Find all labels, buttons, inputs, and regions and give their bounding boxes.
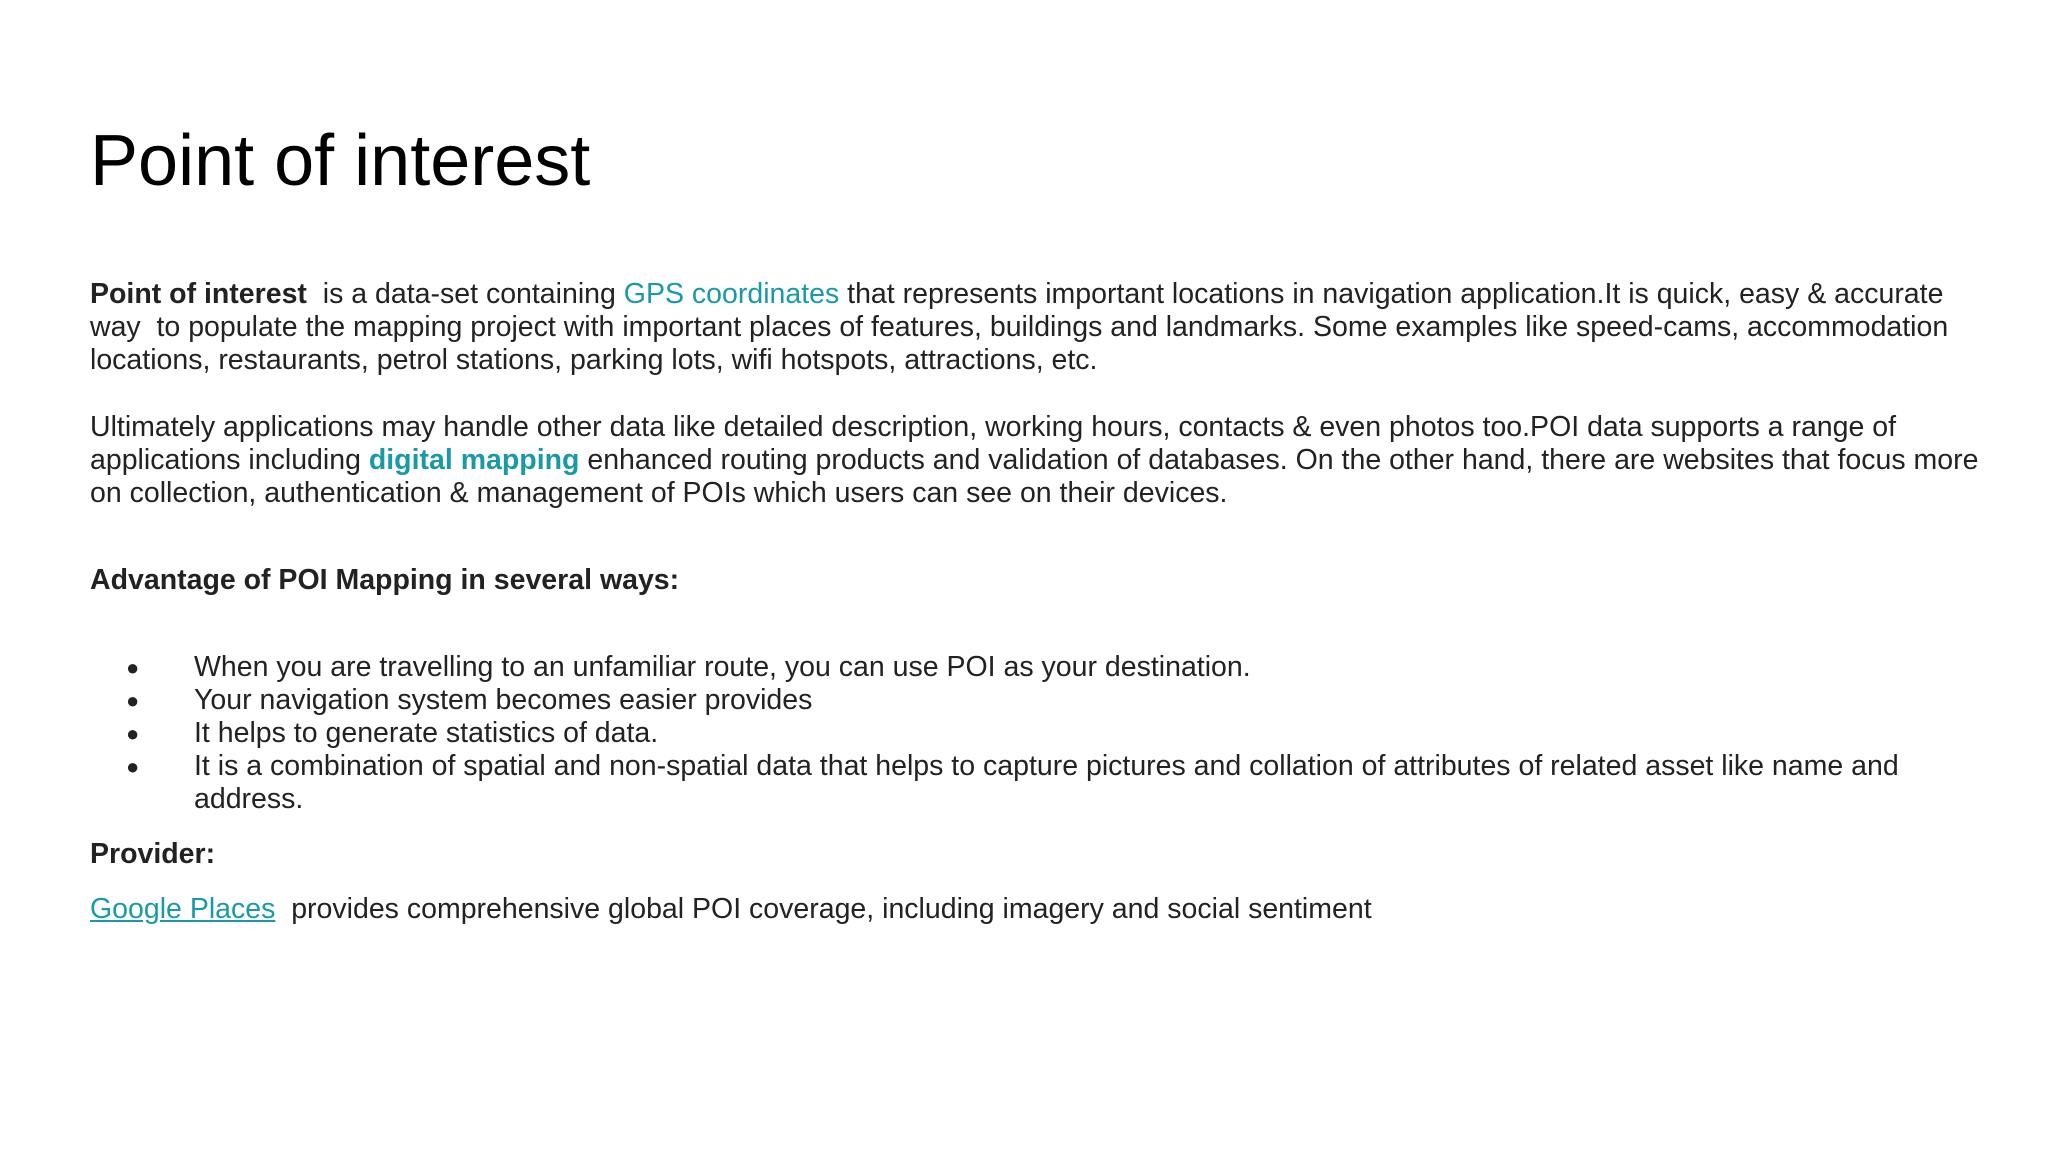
bullet-icon: ● [126, 655, 140, 680]
intro-text-b: that represents important locations in navigation application.It is quick, easy & accurate way to populate the mapping project with important places of features, buildings and landmarks. Some examples like speed-cams, accommodation locations, restaurants, petrol stations, parking lots, wifi hotspots, attractions, etc. [90, 278, 1957, 376]
provider-description: provides comprehensive global POI coverage, including imagery and social sentiment [275, 893, 1372, 925]
applications-text-a: Ultimately applications may handle other data like detailed description, working hours, contacts & even photos too.POI data supports a range of applications including [90, 411, 1897, 476]
list-item-text: It helps to generate statistics of data. [194, 717, 659, 749]
bullet-icon: ● [126, 754, 140, 779]
digital-mapping-highlight: digital mapping [368, 444, 580, 476]
bullet-icon: ● [126, 688, 140, 713]
intro-text-a: is a data-set containing [306, 278, 624, 310]
list-item [90, 684, 1990, 717]
advantages-heading: Advantage of POI Mapping in several ways: [90, 564, 680, 596]
page-title: Point of interest [90, 121, 591, 201]
bullet-icon: ● [126, 721, 140, 746]
provider-heading: Provider: [90, 838, 216, 870]
list-item-text: Your navigation system becomes easier provides [194, 684, 813, 716]
advantages-list [90, 651, 1990, 816]
list-item [90, 717, 1990, 750]
applications-paragraph [90, 411, 1990, 510]
intro-lead-term: Point of interest [90, 278, 307, 310]
intro-paragraph [90, 278, 1990, 377]
gps-coordinates-highlight: GPS coordinates [623, 278, 840, 310]
list-item-text: It is a combination of spatial and non-spatial data that helps to capture pictures and collation of attributes of related asset like name and address. [194, 750, 1899, 815]
list-item-text: When you are travelling to an unfamiliar route, you can use POI as your destination. [194, 651, 1251, 683]
list-item [90, 651, 1990, 684]
google-places-link[interactable]: Google Places [90, 893, 276, 925]
slide-body [90, 278, 1990, 926]
provider-line [90, 893, 1990, 926]
applications-text-b: enhanced routing products and validation of databases. On the other hand, there are websites that focus more on collection, authentication & management of POIs which users can see on their devices. [90, 444, 1979, 509]
list-item [90, 750, 1990, 816]
